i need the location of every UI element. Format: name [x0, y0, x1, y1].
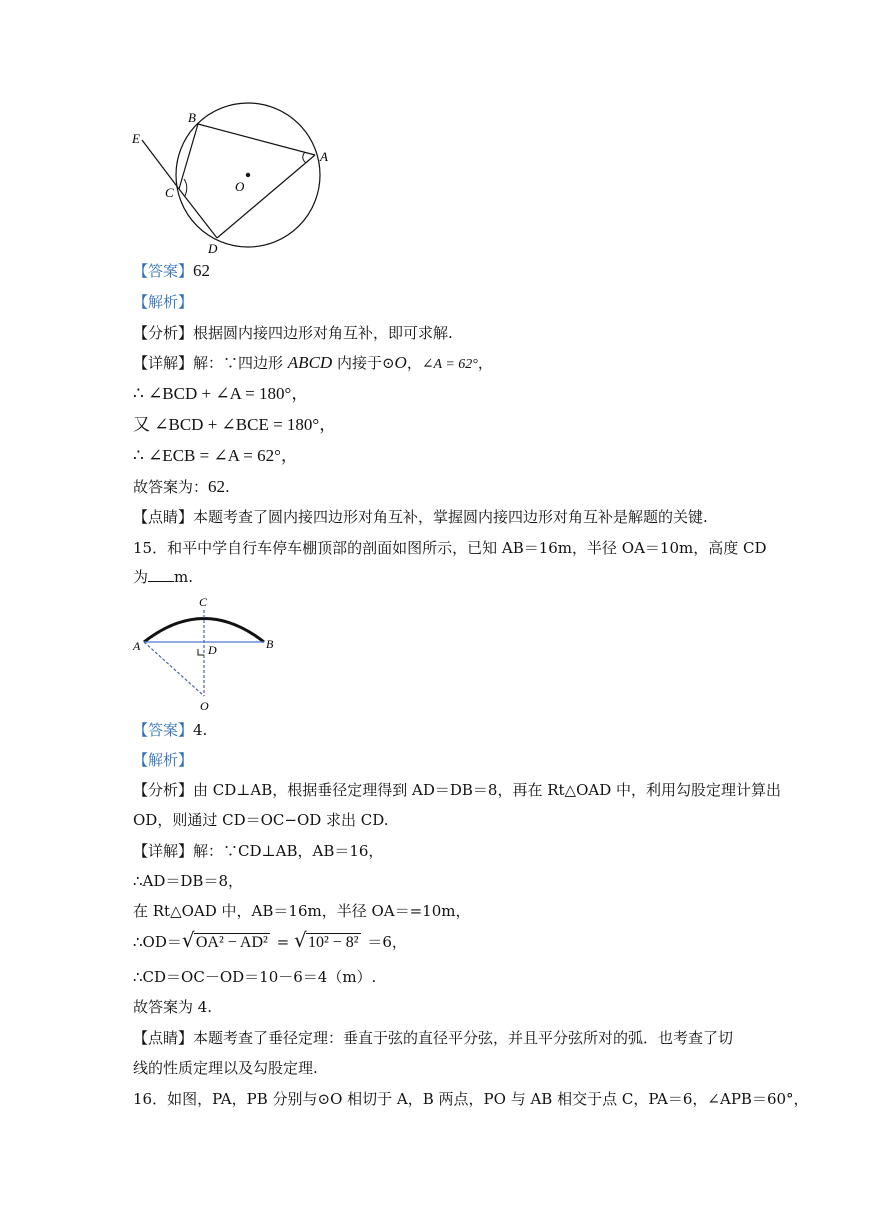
fenxi-text: 根据圆内接四边形对角互补，即可求解. — [193, 324, 453, 342]
dianjing-line-15a — [133, 1028, 733, 1048]
step3-14: ∴ ∠ECB = ∠A = 62°， — [133, 446, 298, 465]
final-end: . — [225, 478, 230, 496]
q15-post: m. — [174, 568, 194, 586]
dianjing-line-15b: 线的性质定理以及勾股定理. — [133, 1059, 318, 1077]
detail-pre: 解：∵四边形 — [193, 354, 288, 372]
fenxi-text: 由 CD⊥AB，根据垂径定理得到 AD＝DB＝8，再在 Rt△OAD 中，利用勾股定理计算出 — [193, 781, 782, 799]
detail-line-15 — [133, 841, 383, 861]
final-value: 62 — [208, 477, 226, 496]
center-dot — [246, 173, 250, 177]
fenxi-tag: 【分析】 — [133, 781, 194, 799]
final-pre: 故答案为： — [133, 478, 209, 496]
step2-15: 在 Rt△OAD 中，AB＝16m，半径 OA＝=10m， — [133, 902, 471, 920]
detail-line-14 — [133, 353, 493, 375]
label-o: O — [200, 699, 209, 713]
label-d: D — [208, 241, 218, 256]
label-a: A — [320, 149, 328, 164]
fenxi-line-15b: OD，则通过 CD＝OC−OD 求出 CD. — [133, 811, 389, 829]
label-c: C — [165, 185, 174, 200]
chord-ba — [198, 124, 315, 155]
step2-14: 又 ∠BCD + ∠BCE = 180°， — [133, 415, 337, 434]
question-16-line1: 16．如图，PA，PB 分别与⊙O 相切于 A，B 两点，PO 与 AB 相交于点 C，PA＝6，∠APB＝60°， — [133, 1090, 809, 1108]
final-line-15: 故答案为 4. — [133, 998, 213, 1016]
radical-2: √ 10² − 8² — [293, 928, 359, 952]
detail-mid: 内接于⊙ — [332, 354, 395, 372]
answer-line-14 — [133, 261, 210, 281]
chord-dc — [179, 189, 217, 238]
q15-pre: 为 — [133, 568, 149, 586]
analysis-tag: 【解析】 — [133, 293, 194, 311]
answer-line-15 — [133, 720, 207, 740]
final-line-14 — [133, 477, 230, 497]
radical-1: √ OA² − AD² — [181, 928, 268, 952]
detail-tag: 【详解】 — [133, 354, 194, 372]
detail-tag: 【详解】 — [133, 842, 194, 860]
chord-ad — [217, 155, 315, 238]
equals: = — [271, 933, 294, 951]
label-d: D — [208, 643, 217, 657]
dianjing-text: 本题考查了圆内接四边形对角互补，掌握圆内接四边形对角互补是解题的关键. — [193, 508, 708, 526]
answer-blank — [148, 567, 174, 582]
segment-ao — [144, 642, 204, 696]
detail-end: ， — [477, 354, 493, 372]
figure-arc-chord — [128, 592, 288, 714]
step3-15 — [133, 928, 407, 953]
answer-value: 4. — [193, 721, 208, 739]
answer-tag: 【答案】 — [133, 721, 194, 739]
step1-14: ∴ ∠BCD + ∠A = 180°， — [133, 384, 309, 403]
circle-name: O — [394, 353, 407, 372]
radicand-1: OA² − AD² — [195, 934, 268, 951]
dianjing-tag: 【点睛】 — [133, 1029, 194, 1047]
radicand-2: 10² − 8² — [307, 934, 359, 951]
angle-mark-a — [303, 152, 306, 163]
dianjing-tag: 【点睛】 — [133, 508, 194, 526]
dianjing-text: 本题考查了垂径定理：垂直于弦的直径平分弦，并且平分弦所对的弧．也考查了切 — [193, 1029, 734, 1047]
label-o: O — [235, 179, 245, 194]
label-a: A — [133, 639, 141, 653]
od-pre: ∴OD＝ — [133, 933, 182, 951]
figure-cyclic-quadrilateral — [125, 100, 335, 260]
detail-sep: ， — [406, 354, 422, 372]
label-b: B — [188, 110, 196, 125]
answer-value: 62 — [193, 261, 211, 280]
question-15-line2 — [133, 567, 193, 587]
question-15-line1: 15．和平中学自行车停车棚顶部的剖面如图所示，已知 AB＝16m，半径 OA＝10m，高度 CD — [133, 539, 767, 557]
fenxi-line-15a — [133, 780, 781, 800]
quad-name: ABCD — [287, 353, 333, 372]
analysis-tag: 【解析】 — [133, 751, 194, 769]
step1-15: ∴AD＝DB＝8， — [133, 872, 243, 890]
od-post: ＝6， — [362, 933, 407, 951]
fenxi-tag: 【分析】 — [133, 324, 194, 342]
dianjing-line-14 — [133, 507, 708, 527]
extension-ce — [142, 140, 179, 189]
label-e: E — [132, 131, 140, 146]
detail-text: 解：∵CD⊥AB，AB＝16， — [193, 842, 384, 860]
answer-tag: 【答案】 — [133, 262, 194, 280]
angle-mark-c — [184, 179, 187, 196]
fenxi-line-14 — [133, 323, 453, 343]
angle-a-value: ∠A = 62° — [421, 357, 478, 372]
label-b: B — [266, 637, 274, 651]
step4-15: ∴CD＝OC－OD＝10－6＝4（m）. — [133, 968, 377, 986]
label-c: C — [199, 595, 208, 609]
right-angle-mark — [198, 649, 204, 655]
